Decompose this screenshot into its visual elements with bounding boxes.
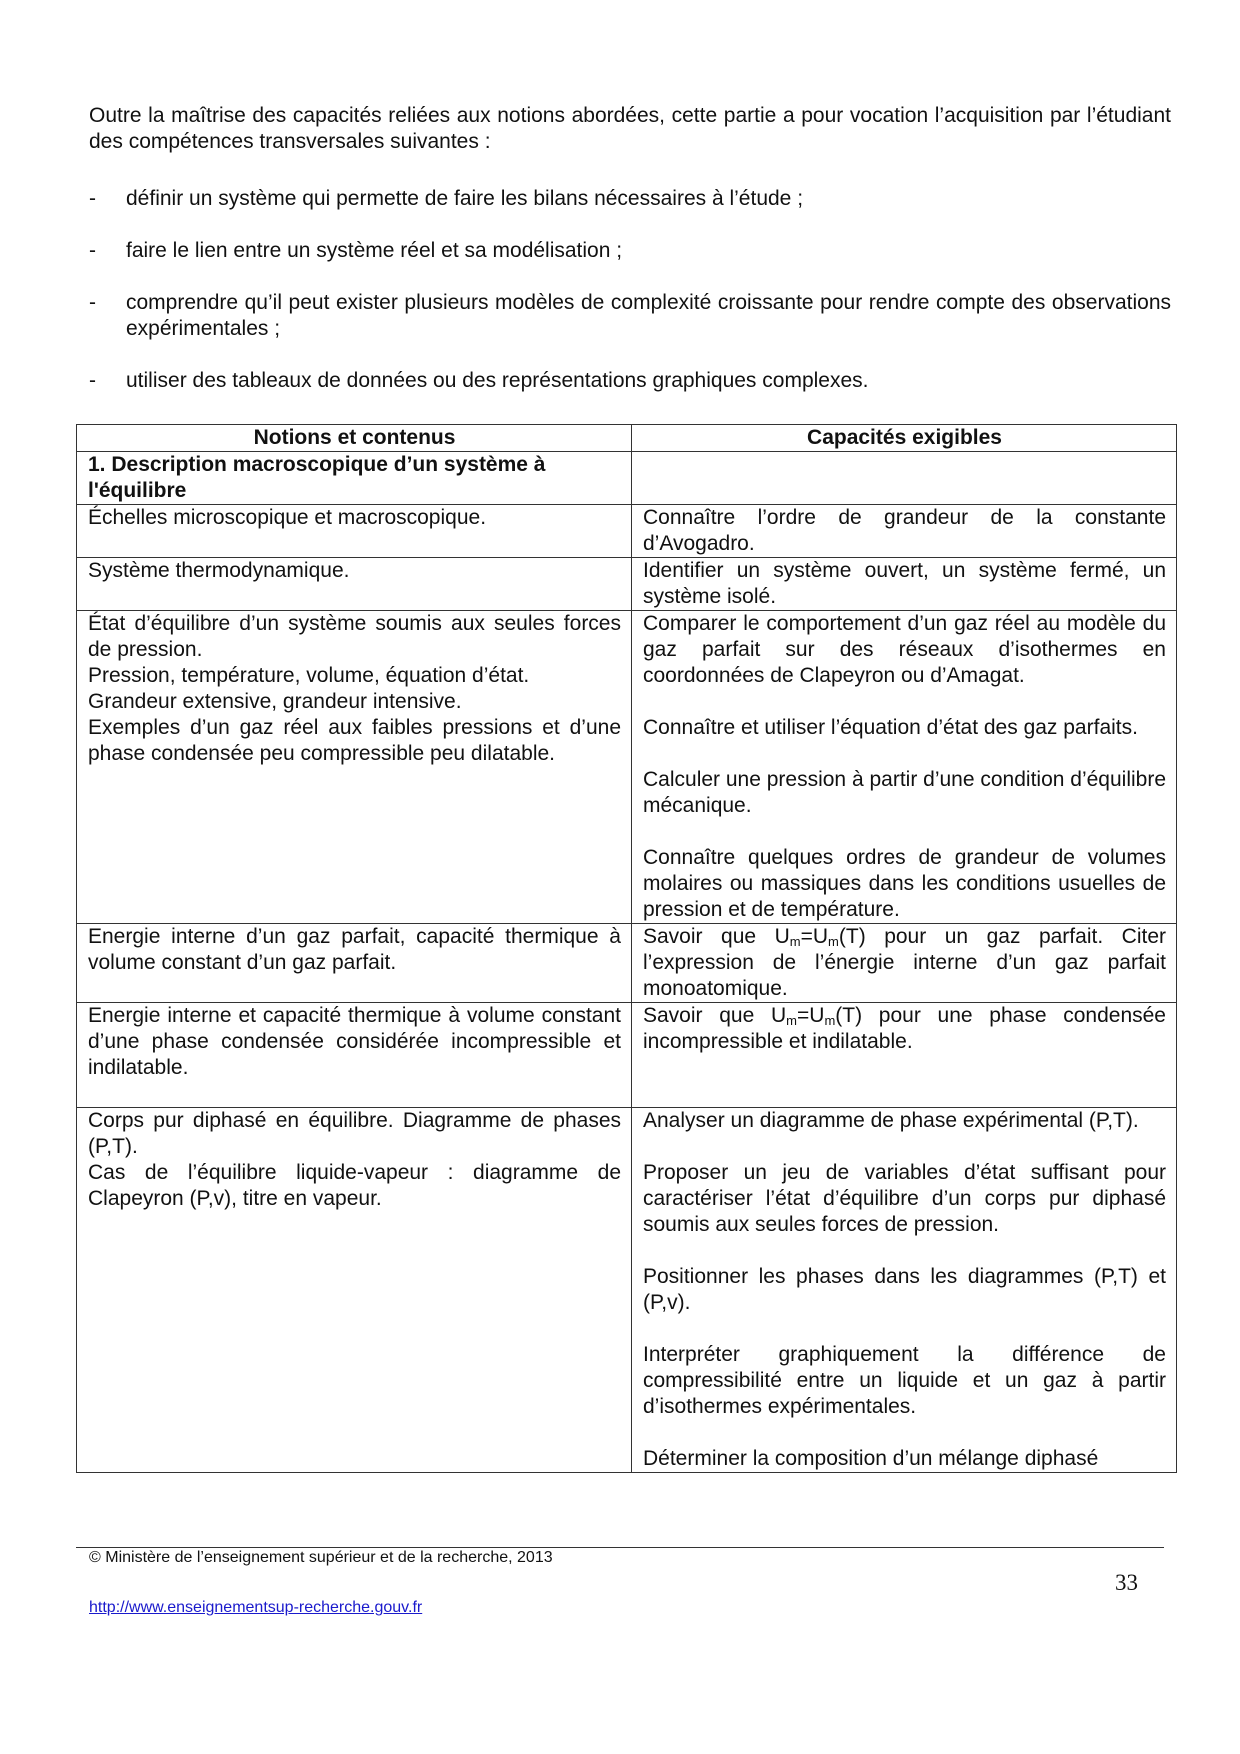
- programme-table: [76, 424, 1177, 1473]
- capacite-cell: [632, 558, 1177, 611]
- page-number: 33: [1115, 1570, 1138, 1595]
- table-row: [77, 1003, 1177, 1108]
- capacite-text: Savoir que $U_m=U_m(T)$ pour une phase condensée incompressible et indilatable.: [643, 1004, 1166, 1053]
- header-capacites: Capacités exigibles: [632, 425, 1177, 452]
- notion-text: Cas de l’équilibre liquide-vapeur : diagramme de Clapeyron (P,v), titre en vapeur.: [88, 1161, 621, 1210]
- bullet-dash: -: [89, 369, 96, 392]
- list-item-text: comprendre qu’il peut exister plusieurs modèles de complexité croissante pour rendre compte des observations expérimentales ;: [126, 291, 1171, 340]
- capacite-cell: [632, 505, 1177, 558]
- notion-text: État d’équilibre d’un système soumis aux seules forces de pression.: [88, 612, 621, 661]
- notion-text: Corps pur diphasé en équilibre. Diagramme de phases (P,T).: [88, 1109, 621, 1158]
- capacite-cell: [632, 1108, 1177, 1473]
- table-row: [77, 1108, 1177, 1473]
- empty-cell: [632, 452, 1177, 505]
- notion-text: Système thermodynamique.: [88, 559, 350, 582]
- notion-text: Pression, température, volume, équation d’état.: [88, 664, 530, 687]
- notion-text: Energie interne d’un gaz parfait, capacité thermique à volume constant d’un gaz parfait.: [88, 925, 621, 974]
- footer-url-link[interactable]: http://www.enseignementsup-recherche.gouv.fr: [89, 1599, 423, 1616]
- bullet-dash: -: [89, 239, 96, 262]
- capacite-text: Connaître quelques ordres de grandeur de volumes molaires ou massiques dans les conditions usuelles de pression et de température.: [643, 846, 1166, 921]
- notion-cell: [77, 558, 632, 611]
- notion-cell: [77, 1003, 632, 1108]
- footer-copyright: © Ministère de l’enseignement supérieur et de la recherche, 2013: [89, 1549, 553, 1566]
- capacite-text: Analyser un diagramme de phase expérimental (P,T).: [643, 1109, 1139, 1132]
- capacite-text: Déterminer la composition d’un mélange diphasé: [643, 1447, 1099, 1470]
- list-item: [89, 368, 1171, 394]
- section-title: 1. Description macroscopique d’un système à l'équilibre: [77, 452, 632, 505]
- list-item-text: utiliser des tableaux de données ou des représentations graphiques complexes.: [126, 369, 869, 392]
- notion-text: Échelles microscopique et macroscopique.: [88, 506, 487, 529]
- section-row: [77, 452, 1177, 505]
- table-row: [77, 611, 1177, 924]
- capacite-text: Connaître et utiliser l’équation d’état des gaz parfaits.: [643, 716, 1138, 739]
- capacite-text: Comparer le comportement d’un gaz réel au modèle du gaz parfait sur des réseaux d’isothermes en coordonnées de Clapeyron ou d’Amagat.: [643, 612, 1166, 687]
- notion-text: Exemples d’un gaz réel aux faibles pressions et d’une phase condensée peu compressible peu dilatable.: [88, 716, 621, 765]
- capacite-text: Calculer une pression à partir d’une condition d’équilibre mécanique.: [643, 768, 1166, 817]
- capacite-cell: [632, 1003, 1177, 1108]
- capacite-text: Proposer un jeu de variables d’état suffisant pour caractériser l’état d’équilibre d’un corps pur diphasé soumis aux seules forces de pression.: [643, 1161, 1166, 1236]
- bullet-dash: -: [89, 291, 96, 314]
- capacite-text: Savoir que $U_m=U_m(T)$ pour un gaz parfait. Citer l’expression de l’énergie interne d’un gaz parfait monoatomique.: [643, 925, 1166, 1000]
- table-row: [77, 924, 1177, 1003]
- notion-text: Grandeur extensive, grandeur intensive.: [88, 690, 462, 713]
- capacite-text: Connaître l’ordre de grandeur de la constante d’Avogadro.: [643, 506, 1166, 555]
- capacite-text: Identifier un système ouvert, un système fermé, un système isolé.: [643, 559, 1166, 608]
- table-row: [77, 558, 1177, 611]
- bullet-dash: -: [89, 187, 96, 210]
- competences-list: [89, 186, 1171, 420]
- header-notions: Notions et contenus: [77, 425, 632, 452]
- notion-cell: [77, 1108, 632, 1473]
- footer-divider: [76, 1547, 1164, 1548]
- table-header-row: [77, 425, 1177, 452]
- list-item: [89, 238, 1171, 264]
- notion-text: Energie interne et capacité thermique à volume constant d’une phase condensée considérée incompressible et indilatable.: [88, 1004, 621, 1079]
- list-item-text: faire le lien entre un système réel et sa modélisation ;: [126, 239, 623, 262]
- list-item-text: définir un système qui permette de faire les bilans nécessaires à l’étude ;: [126, 187, 804, 210]
- notion-cell: [77, 505, 632, 558]
- notion-cell: [77, 924, 632, 1003]
- table-row: [77, 505, 1177, 558]
- capacite-text: Interpréter graphiquement la différence de compressibilité entre un liquide et un gaz à partir d’isothermes expérimentales.: [643, 1343, 1166, 1418]
- capacite-cell: [632, 611, 1177, 924]
- list-item: [89, 290, 1171, 342]
- capacite-text: Positionner les phases dans les diagrammes (P,T) et (P,v).: [643, 1265, 1166, 1314]
- capacite-cell: [632, 924, 1177, 1003]
- notion-cell: [77, 611, 632, 924]
- list-item: [89, 186, 1171, 212]
- intro-paragraph: Outre la maîtrise des capacités reliées aux notions abordées, cette partie a pour vocation l’acquisition par l’étudiant des compétences transversales suivantes :: [89, 104, 1171, 153]
